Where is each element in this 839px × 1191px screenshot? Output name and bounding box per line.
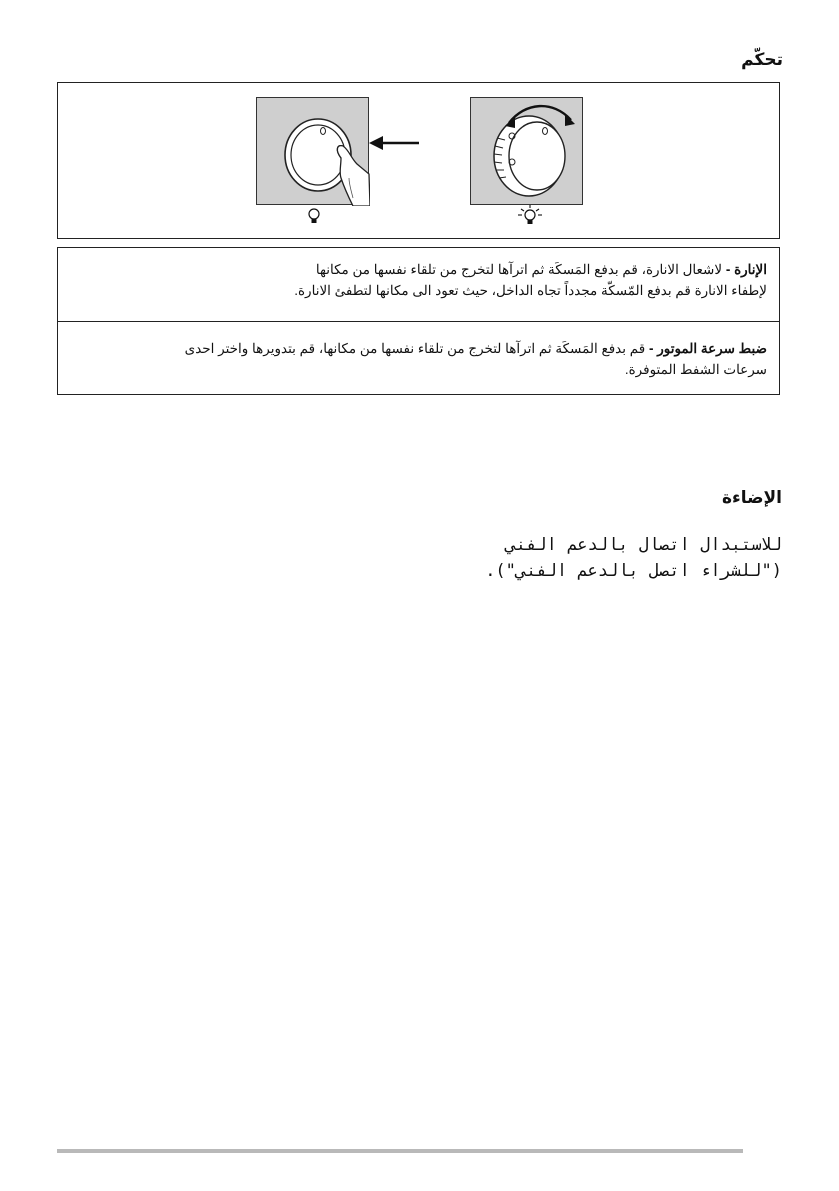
row-divider <box>58 321 779 322</box>
footer-rule <box>57 1149 743 1153</box>
motor-term: ضبط سرعة الموتور - <box>648 341 767 356</box>
push-knob-illustration <box>256 97 369 205</box>
controls-illustration-box <box>57 82 780 239</box>
lighting-line-2: لإطفاء الانارة قم بدفع المّسكّة مجدداً تجاه الداخل، حيث تعود الى مكانها لتطفئ الانارة. <box>294 283 767 298</box>
lighting-term: الإنارة - <box>725 262 767 277</box>
lighting-replacement-text <box>485 532 782 584</box>
motor-line-2: سرعات الشفط المتوفرة. <box>624 362 767 377</box>
lighting-text-1: لاشعال الانارة، قم بدفع المَسكَة ثم اترآها لتخرج من تلقاء نفسها من مكانها <box>315 262 723 277</box>
arrow-left-icon <box>369 133 421 153</box>
bulb-on-icon <box>518 205 542 227</box>
section-title: تحكّم <box>741 50 783 70</box>
lighting-control-description <box>58 259 779 301</box>
bulb-off-icon <box>307 207 321 225</box>
lighting-heading: الإضاءة <box>721 488 782 508</box>
lighting-line-1 <box>66 259 767 280</box>
motor-speed-description <box>58 338 779 380</box>
lighting-replacement-line-2: ("للشراء اتصل بالدعم الفني"). <box>485 561 782 581</box>
lighting-replacement-line-1: للاستبدال اتصال بالدعم الفني <box>505 535 782 555</box>
motor-line-1 <box>66 338 767 359</box>
rotary-knob-illustration <box>470 97 583 205</box>
motor-text-1: قم بدفع المَسكَة ثم اترآها لتخرج من تلقاء نفسها من مكانها، قم بتدويرها واختر احدى <box>184 341 646 356</box>
controls-description-box <box>57 247 780 395</box>
